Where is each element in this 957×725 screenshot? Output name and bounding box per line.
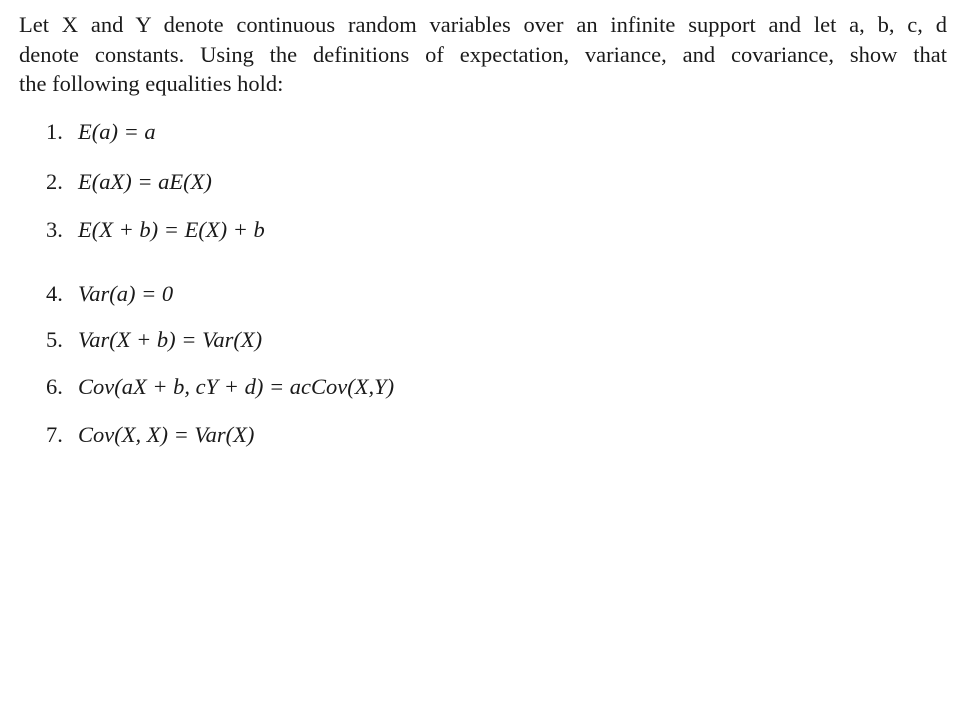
item-number: 3. <box>46 217 63 242</box>
problem-statement <box>19 10 947 99</box>
equality-item-2 <box>46 168 212 196</box>
item-expression: E(X + b) = E(X) + b <box>78 217 265 242</box>
item-expression: Cov(aX + b, cY + d) = acCov(X,Y) <box>78 374 395 399</box>
item-number: 2. <box>46 169 63 194</box>
item-number: 7. <box>46 422 63 447</box>
intro-line-1: Let X and Y denote continuous random variables over an infinite support and let a, b, c, d <box>19 12 947 37</box>
equality-item-5 <box>46 326 262 354</box>
item-number: 6. <box>46 374 63 399</box>
item-expression: Var(a) = 0 <box>78 281 174 306</box>
item-expression: Var(X + b) = Var(X) <box>78 327 263 352</box>
item-expression: E(a) = a <box>78 119 156 144</box>
equality-item-6 <box>46 373 394 401</box>
intro-line-2: denote constants. Using the definitions of expectation, variance, and covariance, show that <box>19 41 947 67</box>
item-expression: Cov(X, X) = Var(X) <box>78 422 255 447</box>
item-number: 1. <box>46 119 63 144</box>
intro-line-3: the following equalities hold: <box>19 71 284 96</box>
equality-item-4 <box>46 280 173 308</box>
equality-item-1 <box>46 118 156 146</box>
equality-item-7 <box>46 421 254 449</box>
item-number: 4. <box>46 281 63 306</box>
item-number: 5. <box>46 327 63 352</box>
item-expression: E(aX) = aE(X) <box>78 169 212 194</box>
equality-item-3 <box>46 216 265 244</box>
